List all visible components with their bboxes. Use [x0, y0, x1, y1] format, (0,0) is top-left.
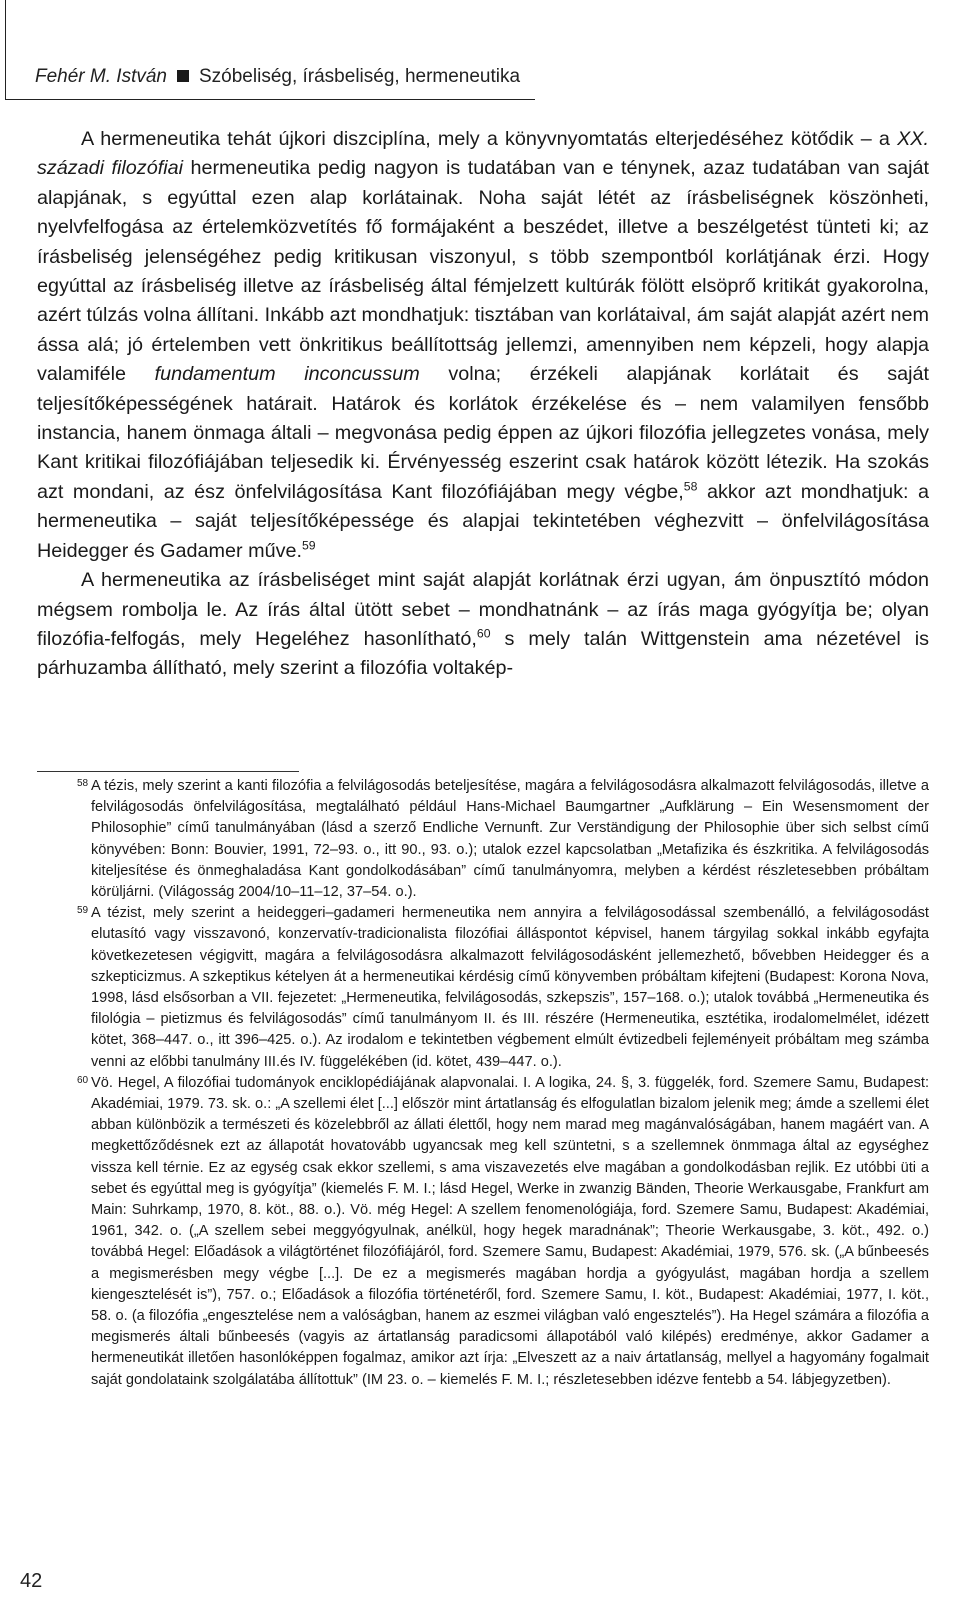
footnote-text: A tézist, mely szerint a heideggeri–gadameri hermeneutika nem annyira a felvilágosodással szembenálló, a felvilágosodást elutasító vagy visszavonó, konzervatív-tradicionalista filozófiai álláspontot képvisel, hanem tárgyilag sokkal inkább egyfajta következetesen végigvitt, magára a felvilágosodásra alkalmazott felvilágosodásként jellemezhető, bővebben Heidegger és a szkepticizmus. A szkeptikus kételyen át a hermeneutikai kérdésig című könyvemben próbáltam kifejteni (Budapest: Korona Nova, 1998, lásd elsősorban a VII. fejezetet: „Hermeneutika, felvilágosodás, szkepszis”, 157–168. o.); utalok továbbá „Hermeneutika és filológia – pietizmus és felvilágosodás” című tanulmányom II. és III. részére (Hermeneutika, esztétika, irodalomelmélet, idézett kötet, 368–447. o., itt 396–425. o.). Az irodalom e tekintetben végbement elmúlt évtizedbeli fejleményeit próbáltam meg számba venni az előbbi tanulmány III.és IV. függelékében (id. kötet, 439–447. o.). [91, 905, 929, 1070]
footnote-ref-58[interactable]: 58 [683, 479, 698, 494]
footnote-number: 59 [77, 905, 89, 917]
text-run: hermeneutika pedig nagyon is tudatában van e ténynek, azaz tudatában van saját alapjának, s egyúttal ezen alap korlátainak. Noha saját létét az írásbeliségnek köszönheti, nyelvfelfogása az értelemközvetítés fő formájaként a beszédet, illetve a beszélgetést tünteti ki; az írásbeliség jelenségéhez pedig kritikusan viszonyul, s több szempontból korlátjának érzi. Hogy egyúttal az írásbeliség illetve az írásbeliség által fémjelzett kultúrák fölött elsöprő kritikát gyakorolna, azért túlzás volna állítani. Inkább azt mondhatjuk: tisztában van korlátaival, ám saját alapját azért nem ássa alá; jó értelemben vett önkritikus beállítottság jellemzi, amennyiben nem képzeli, hogy alapja valamiféle [37, 157, 929, 386]
italic-run: XX. századi filozófiai [37, 128, 929, 180]
paragraph-2 [37, 566, 929, 684]
main-text [37, 125, 929, 684]
text-run: akkor azt mondhatjuk: a hermeneutika – saját teljesítőképessége és alapjai tekintetében véghezvitt – önfelvilágosítása Heidegger és Gadamer műve. [37, 480, 929, 562]
running-head [35, 66, 520, 88]
italic-run: fundamentum inconcussum [154, 363, 420, 386]
running-head-author: Fehér M. István [35, 66, 167, 87]
footnote-60 [37, 1073, 929, 1391]
footnote-ref-59[interactable]: 59 [301, 538, 316, 553]
footnote-text: A tézis, mely szerint a kanti filozófia a felvilágosodás beteljesítése, magára a felvilágosodásra alkalmazott felvilágosodás, illetve a felvilágosodás önfelvilágosítása, megtalálható például Hans-Michael Baumgartner „Aufklärung – Ein Wesensmoment der Philosophie” című tanulmányában (lásd a szerző Endliche Vernunft. Zur Verständigung der Philosophie über sich selbst című könyvében: Bonn: Bouvier, 1991, 72–93. o., itt 90., 93. o.); utalok ezzel kapcsolatban „Metafizika és észkritika. A felvilágosodás kiteljesítése és önmeghaladása Kant gondolkodásában” című tanulmányomra, melyben a kérdést részletesebben próbáltam körüljárni. (Világosság 2004/10–11–12, 37–54. o.). [91, 778, 929, 901]
paragraph-1 [37, 125, 929, 566]
page-frame-left-rule [5, 0, 6, 100]
black-square-separator-icon [177, 70, 189, 82]
footnote-number: 58 [77, 778, 89, 789]
page-number: 42 [20, 1570, 43, 1592]
page-frame-bottom-rule [5, 99, 535, 100]
running-head-title: Szóbeliség, írásbeliség, hermeneutika [199, 66, 521, 87]
text-run: s mely talán Wittgenstein ama nézetével is párhuzamba állítható, mely szerint a filozófia voltakép- [37, 627, 930, 680]
footnote-text: Vö. Hegel, A filozófiai tudományok enciklopédiájának alapvonalai. I. A logika, 24. §, 3. függelék, ford. Szemere Samu, Budapest: Akadémiai, 1979. 73. sk. o.: „A szellemi élet [...] először mint ártatlanság és elfogulatlan bizalom jelenik meg; ámde a szellemi élet abban különbözik a természeti és közelebbről az állati élettől, hogy nem marad meg magánvalóságában, hanem magáért van. A megkettőződésnek ezt az állapotát hovatovább ugyancsak meg kell szüntetni, s a szellemnek önmmaga által az egységhez vissza kell térnie. Ez az egység csak ekkor szellemi, s ama viszavezetés elve magában a gondolkodásban rejlik. Ez utóbbi üti a sebet és egyúttal meg is gyógyítja” (kiemelés F. M. I.; lásd Hegel, Werke in zwanzig Bänden, Theorie Werkausgabe, Frankfurt am Main: Suhrkamp, 1970, 8. köt., 88. o.). Vö. még Hegel: A szellem fenomenológiája, ford. Szemere Samu, Budapest: Akadémiai, 1961, 342. o. („A szellem sebei meggyógyulnak, anélkül, hogy hegek maradnának”; Theorie Werkausgabe, 3. köt., 492. o.) továbbá Hegel: Előadások a világtörténet filozófiájáról, ford. Szemere Samu, Budapest: Akadémiai, 1979, 576. sk. („A bűnbeesés a megismerésben megy végbe [...]. De ez a megismerés magában hordja a gyógyulást, magában hordja a szellem kiengesztelését is”), 757. o.; Előadások a filozófia történetéről, ford. Szemere Samu, I. köt., Budapest: Akadémiai, 1977, I. köt., 58. o. (a filozófia „engesztelése nem a valóságban, hanem az eszmei világban való engesztelés”). Ha Hegel számára a filozófia a megismerés általi bűnbeesés (vagyis az ártatlanság paradicsomi állapotából való kilépés) eredménye, akkor Gadamer a hermeneutikát illetően hasonlóképpen fogalmaz, amikor azt írja: „Elveszett az a naiv ártatlanság, mellyel a hagyomány fogalmait saját gondolataink szolgálatába állítottuk” (IM 23. o. – kiemelés F. M. I.; részletesebben idézve fentebb a 54. lábjegyzetben). [91, 1074, 929, 1388]
footnote-number: 60 [77, 1074, 89, 1086]
footnote-58 [37, 776, 929, 903]
text-run: volna; érzékeli alapjának korlátait és saját teljesítőképességének határait. Határok és korlátok érzékelése és – nem valamilyen fensőbb instancia, hanem önmaga általi – megvonása pedig éppen az újkori filozófia jellegzetes vonása, mely Kant kritikai filozófiájában teljesedik ki. Érvényesség eszerint csak határok között létezik. Ha szokás azt mondani, az ész önfelvilágosítása Kant filozófiájában megy végbe, [37, 363, 929, 503]
footnote-ref-60[interactable]: 60 [476, 626, 491, 641]
text-run: A hermeneutika tehát újkori diszciplína, mely a könyvnyomtatás elterjedéséhez kötődik – a [81, 128, 898, 150]
text-run: A hermeneutika az írásbeliséget mint saját alapját korlátnak érzi ugyan, ám önpusztító módon mégsem rombolja le. Az írás által ütött sebet – mondhatnánk – az írás maga gyógyítja be; olyan filozófia-felfogás, mely Hegeléhez hasonlítható, [37, 569, 929, 650]
footnote-59 [37, 903, 929, 1073]
footnotes [37, 776, 929, 1391]
footnote-separator-rule [37, 771, 299, 772]
